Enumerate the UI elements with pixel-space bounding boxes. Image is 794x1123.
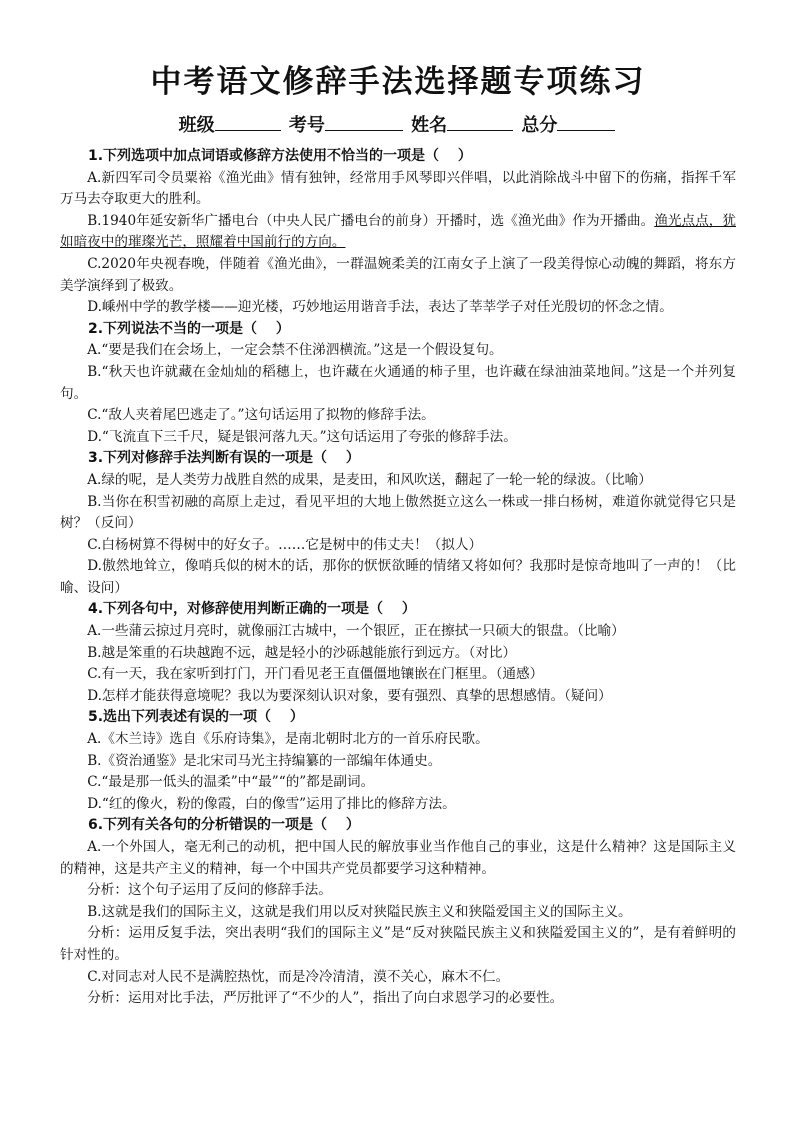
question-1-option-a: A.新四军司令员粟裕《渔光曲》情有独钟，经常用手风琴即兴伴唱，以此消除战斗中留下的伤痛，指挥千军万马去夺取更大的胜利。 — [60, 169, 736, 208]
question-1-option-d: D.嵊州中学的教学楼——迎光楼，巧妙地运用谐音手法，表达了莘莘学子对任光殷切的怀念之情。 — [87, 299, 673, 316]
question-list — [60, 146, 736, 1010]
question-5-option-b: B.《资治通鉴》是北宋司马光主持编纂的一部编年体通史。 — [87, 752, 442, 769]
name-blank[interactable] — [447, 110, 513, 131]
exam-no-label: 考号 — [288, 115, 325, 136]
question-2-head: 2.下列说法不当的一项是（ ） — [88, 320, 290, 337]
question-4-head: 4.下列各句中，对修辞使用判断正确的一项是（ ） — [88, 601, 416, 618]
question-2-option-a: A.“要是我们在会场上，一定会禁不住涕泗横流。”这是一个假设复句。 — [87, 342, 503, 359]
question-6-analysis-a: 分析：这个句子运用了反问的修辞手法。 — [87, 882, 332, 899]
question-2-option-c: C.“敌人夹着尾巴逃走了。”这句话运用了拟物的修辞手法。 — [87, 407, 435, 424]
question-4-option-c: C.有一天，我在家听到打门，开门看见老王直僵僵地镶嵌在门框里。（通感） — [87, 666, 544, 683]
question-4-option-a: A.一些蒲云掠过月亮时，就像丽江古城中，一个银匠，正在擦拭一只硕大的银盘。（比喻） — [87, 623, 625, 640]
question-5-option-a: A.《木兰诗》选自《乐府诗集》，是南北朝时北方的一首乐府民歌。 — [87, 731, 489, 748]
class-label: 班级 — [178, 115, 215, 136]
question-5-option-c: C.“最是那一低头的温柔”中“最”“的”都是副词。 — [87, 774, 375, 791]
question-2-option-b: B.“秋天也许就藏在金灿灿的稻穗上，也许藏在火通通的柿子里，也许藏在绿油油菜地间。”这是一个并列复句。 — [60, 363, 736, 402]
question-3-head: 3.下列对修辞手法判断有误的一项是（ ） — [88, 450, 360, 467]
question-1-option-b-text: B.1940年延安新华广播电台（中央人民广播电台的前身）开播时，选《渔光曲》作为开播曲。 — [87, 212, 655, 229]
question-3-option-a: A.绿的呢，是人类劳力战胜自然的成果，是麦田，和风吹送，翻起了一轮一轮的绿波。（比喻） — [87, 471, 652, 488]
score-label: 总分 — [521, 115, 558, 136]
question-6-analysis-b: 分析：运用反复手法，突出表明“我们的国际主义”是“反对狭隘民族主义和狭隘爱国主义的”，是有着鲜明的针对性的。 — [60, 925, 736, 963]
question-2-option-d: D.“飞流直下三千尺，疑是银河落九天。”这句话运用了夸张的修辞手法。 — [87, 428, 517, 445]
question-4-option-d: D.怎样才能获得意境呢？我以为要深刻认识对象，要有强烈、真挚的思想感情。（疑问） — [87, 687, 612, 704]
class-blank[interactable] — [215, 110, 281, 131]
page-title: 中考语文修辞手法选择题专项练习 — [150, 64, 646, 100]
score-blank[interactable] — [557, 110, 615, 131]
question-1-option-b-underlined: 渔光点点，犹如暗夜中的璀璨光芒，照耀着中国前行的方向。 — [60, 212, 736, 251]
student-info-line — [60, 110, 736, 140]
name-label: 姓名 — [411, 115, 448, 136]
question-6-option-b: B.这就是我们的国际主义，这就是我们用以反对狭隘民族主义和狭隘爱国主义的国际主义。 — [87, 903, 632, 920]
exam-no-blank[interactable] — [325, 110, 403, 131]
question-6-head: 6.下列有关各句的分析错误的一项是（ ） — [88, 817, 360, 834]
question-6-analysis-c: 分析：运用对比手法，严厉批评了“不少的人”，指出了向白求恩学习的必要性。 — [87, 990, 564, 1007]
question-6-option-c: C.对同志对人民不是满腔热忱，而是冷冷清清，漠不关心，麻木不仁。 — [87, 968, 510, 985]
question-1-head: 1.下列选项中加点词语或修辞方法使用不恰当的一项是（ ） — [88, 148, 472, 164]
question-3-option-d: D.傲然地耸立，像哨兵似的树木的话，那你的恹恹欲睡的情绪又将如何？我那时是惊奇地叫了一声的！（比喻、设问） — [60, 558, 736, 596]
question-4-option-b: B.越是笨重的石块越跑不远，越是轻小的沙砾越能旅行到远方。（对比） — [87, 644, 517, 661]
question-5-option-d: D.“红的像火，粉的像霞，白的像雪”运用了排比的修辞方法。 — [87, 795, 456, 812]
question-5-head: 5.选出下列表述有误的一项（ ） — [88, 709, 304, 726]
question-3-option-b: B.当你在积雪初融的高原上走过，看见平坦的大地上傲然挺立这么一株或一排白杨树，难道你就觉得它只是树？（反问） — [60, 493, 736, 532]
question-1-option-b — [60, 211, 736, 254]
question-6-option-a: A.一个外国人，毫无利己的动机，把中国人民的解放事业当作他自己的事业，这是什么精神？这是国际主义的精神，这是共产主义的精神，每一个中国共产党员都要学习这种精神。 — [60, 839, 736, 877]
question-3-option-c: C.白杨树算不得树中的好女子。……它是树中的伟丈夫！（拟人） — [87, 536, 483, 553]
question-1-option-c: C.2020年央视春晚，伴随着《渔光曲》，一群温婉柔美的江南女子上演了一段美得惊心动魄的舞蹈，将东方美学演绎到了极致。 — [60, 255, 736, 294]
